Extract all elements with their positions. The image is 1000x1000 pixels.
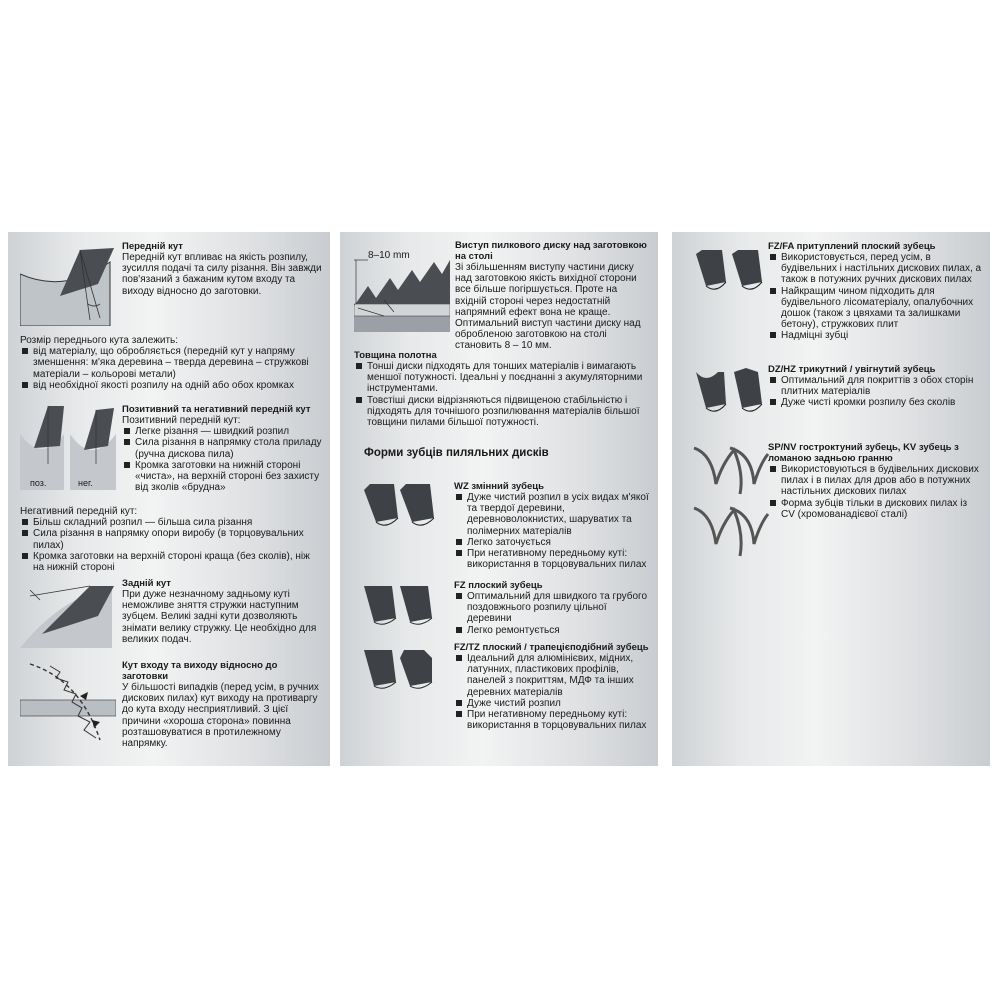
panel-right [672,232,990,766]
rake-angle-illustration [20,244,116,326]
clearance-section [122,578,322,645]
neg-rake-list [20,517,320,573]
protrusion-title: Виступ пилкового диску над заготовкою на столі [455,240,647,262]
wz-section [454,481,650,570]
dzhz-title: DZ/HZ трикутний / увігнутий зубець [768,364,936,375]
entry-exit-text: У більшості випадків (перед усім, в ручних дискових пилах) кут виходу на противаргу до кута входу несприятливий. З цієї причини «хороша сторона» повинна розташовуватися в протилежному напрямку. [122,682,319,750]
rake-size-intro: Розмір переднього кута залежить: [20,335,179,346]
dzhz-tooth-illustration [694,368,770,416]
list-item: Легко заточується [454,537,650,548]
spnv-tooth-illustration [692,444,770,564]
list-item: Надміцні зубці [768,330,982,341]
list-item: Ідеальний для алюмінієвих, мідних, латунних, пластикових профілів, панелей з покриттям, МДФ та інших деревних матеріалів [454,653,650,698]
list-item: Кромка заготовки на верхній стороні краща (без сколів), ніж на нижній стороні [20,551,320,573]
spnv-title: SP/NV гостроктуний зубець, KV зубець з ломаною задньою гранню [768,442,959,464]
neg-rake-section [20,506,320,573]
fzfa-title: FZ/FA притуплений плоский зубець [768,241,936,252]
rake-text: Передній кут впливає на якість розпилу, зусилля подачі та силу різання. Він завжди пов'язаний з бажаним кутом входу та виходу відносно до заготовки. [122,252,322,297]
list-item: Форма зубців тільки в дискових пилах із CV (хромованадієвої сталі) [768,498,982,520]
fz-section [454,580,650,636]
list-item: Легке різання — швидкий розпил [122,426,322,437]
rake-size-section [20,335,320,391]
fz-tooth-illustration [364,582,438,628]
list-item: Найкращим чином підходить для будівельного лісоматеріалу, опалубочних дошок (також з цвяхами та залишками бетону), стружкових плит [768,286,982,331]
fztz-tooth-illustration [364,646,438,692]
list-item: Дуже чистий розпил в усіх видах м'якої та твердої деревини, деревноволокнистих, шаруватих та полімерних матеріалів [454,492,650,537]
list-item: Товстіші диски відрізняються підвищеною стабільністю і підходять для точнішого розпилювання матеріалів більшої товщини пилами більшої потужності. [354,395,650,429]
wz-tooth-illustration [364,484,438,530]
list-item: Використовується, перед усім, в будівельних і настільних дискових пилах, а також в потужних ручних дискових пилах [768,252,982,286]
list-item: Більш складний розпил — більша сила різання [20,517,320,528]
pos-rake-subtitle: Позитивний передній кут: [122,415,241,426]
protrusion-section [455,240,651,352]
blade-thickness-title: Товщина полотна [354,350,437,361]
fz-title: FZ плоский зубець [454,580,543,591]
list-item: Сила різання в напрямку стола приладу (ручна дискова пила) [122,437,322,459]
blade-thickness-section [354,350,650,428]
list-item: Кромка заготовки на нижній стороні «чиста», на верхній стороні без захисту від зколів «брудна» [122,460,322,494]
clearance-title: Задній кут [122,578,171,589]
list-item: Використовуються в будівельних дискових пилах і в пилах для дров або в потужних настільних дискових пилах [768,464,982,498]
entry-exit-title: Кут входу та виходу відносно до заготовки [122,660,278,682]
list-item: від необхідної якості розпилу на одній або обох кромках [20,380,320,391]
blade-thickness-list [354,361,650,428]
neg-label: нег. [78,478,93,488]
entry-exit-angle-illustration [20,660,116,746]
dzhz-list [768,375,982,409]
fzfa-list [768,252,982,342]
pos-rake-section [122,404,322,493]
rake-section [122,241,322,297]
list-item: Оптимальний для покриттів з обох сторін плитних матеріалів [768,375,982,397]
wz-title: WZ змінний зубець [454,481,544,492]
list-item: При негативному передньому куті: використання в торцовувальних пилах [454,548,650,570]
list-item: Дуже чисті кромки розпилу без сколів [768,397,982,408]
pos-label: поз. [30,478,47,488]
entry-exit-section [122,660,322,749]
protrusion-text: Зі збільшенням виступу частини диску над заготовкою якість вихідної сторони все більше погіршується. Проте на вхідній стороні через недостатній напрямний ефект вона не краще. Оптимальний виступ частини диску над обробленою заготовкою на столі становить 8 – 10 мм. [455,262,641,352]
fz-list [454,591,650,636]
rake-size-list [20,346,320,391]
dzhz-section [768,364,982,409]
fztz-list [454,653,650,731]
neg-rake-intro: Негативний передній кут: [20,506,138,517]
fzfa-tooth-illustration [694,248,770,294]
list-item: Дуже чистий розпил [454,698,650,709]
list-item: При негативному передньому куті: використання в торцовувальних пилах [454,709,650,731]
panel-left [8,232,330,766]
list-item: Легко ремонтується [454,625,650,636]
tooth-forms-title: Форми зубців пиляльних дисків [364,447,549,459]
fztz-section [454,642,650,731]
clearance-angle-illustration [20,578,116,648]
fzfa-section [768,241,982,342]
fztz-title: FZ/TZ плоский / трапецієподібний зубець [454,642,649,653]
wz-list [454,492,650,570]
list-item: від матеріалу, що обробляється (передній кут у напряму зменшення: м'яка деревина – тверда деревина – стружкові матеріали – кольорові метали) [20,346,320,380]
pos-neg-title: Позитивний та негативний передній кут [122,404,311,415]
list-item: Тонші диски підходять для тонших матеріалів і вимагають меншої потужності. Ідеальні у поєднанні з акумуляторними інструментами. [354,361,650,395]
list-item: Оптимальний для швидкого та грубого поздовжнього розпилу цільної деревини [454,591,650,625]
spnv-section [768,442,982,520]
panel-middle [340,232,658,766]
protrusion-dimension: 8–10 mm [368,250,410,261]
clearance-text: При дуже незначному задньому куті неможливе зняття стружки наступним зубцем. Великі задні кути дозволяють знімати велику стружку. Це необхідно для великих подач. [122,589,317,645]
pos-rake-list [122,426,322,493]
list-item: Сила різання в напрямку опори виробу (в торцовувальних пилах) [20,528,320,550]
rake-title: Передній кут [122,241,183,252]
spnv-list [768,464,982,520]
